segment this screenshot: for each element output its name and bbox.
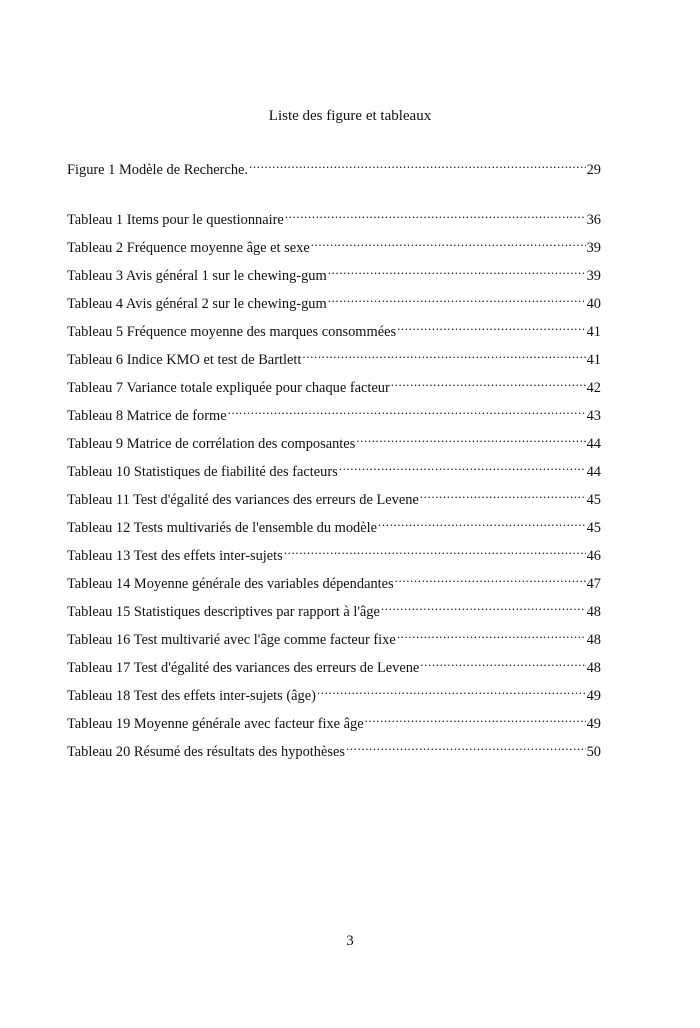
dot-leader [381,596,586,616]
dot-leader [365,708,586,728]
dot-leader [397,624,586,644]
toc-entry-label: Tableau 14 Moyenne générale des variables dépendantes [67,576,394,592]
toc-entry-page: 39 [586,268,601,284]
dot-leader [378,512,586,532]
toc-entry-table-16[interactable] [67,624,601,648]
toc-entry-label: Tableau 11 Test d'égalité des variances des erreurs de Levene [67,492,419,508]
toc-entry-table-3[interactable] [67,260,601,284]
toc-entry-label: Tableau 3 Avis général 1 sur le chewing-gum [67,268,327,284]
toc-entry-table-9[interactable] [67,428,601,452]
toc-entry-page: 48 [586,660,601,676]
dot-leader [420,652,585,672]
toc-entry-label: Tableau 6 Indice KMO et test de Bartlett [67,352,302,368]
toc-entry-page: 43 [586,408,601,424]
dot-leader [346,736,586,756]
toc-entry-label: Tableau 8 Matrice de forme [67,408,227,424]
toc-entry-table-11[interactable] [67,484,601,508]
toc-entry-figure-1[interactable] [67,154,601,178]
toc-entry-table-7[interactable] [67,372,601,396]
toc-entry-page: 42 [586,380,601,396]
toc-entry-page: 29 [586,162,601,178]
toc-entry-table-20[interactable] [67,736,601,760]
toc-entry-label: Tableau 10 Statistiques de fiabilité des facteurs [67,464,338,480]
toc-entry-label: Tableau 15 Statistiques descriptives par rapport à l'âge [67,604,380,620]
toc-entry-label: Tableau 13 Test des effets inter-sujets [67,548,283,564]
toc-entry-table-1[interactable] [67,204,601,228]
toc-entry-page: 48 [586,632,601,648]
toc-entry-page: 47 [586,576,601,592]
toc-entry-page: 41 [586,324,601,340]
dot-leader [420,484,586,504]
dot-leader [395,568,586,588]
toc-entry-label: Tableau 7 Variance totale expliquée pour chaque facteur [67,380,390,396]
page-number: 3 [346,933,354,949]
toc-entry-page: 44 [586,464,601,480]
dot-leader [285,204,586,224]
toc-entry-label: Tableau 19 Moyenne générale avec facteur fixe âge [67,716,364,732]
toc-entry-table-17[interactable] [67,652,601,676]
dot-leader [228,400,586,420]
toc-entry-page: 49 [586,716,601,732]
page-title: Liste des figure et tableaux [268,108,432,124]
dot-leader [328,288,586,308]
toc-entry-table-15[interactable] [67,596,601,620]
toc-entry-table-8[interactable] [67,400,601,424]
toc-entry-page: 41 [586,352,601,368]
toc-entry-page: 39 [586,240,601,256]
toc-entry-page: 50 [586,744,601,760]
dot-leader [284,540,586,560]
dot-leader [302,344,585,364]
toc-entry-label: Tableau 9 Matrice de corrélation des composantes [67,436,356,452]
dot-leader [391,372,586,392]
toc-entry-page: 46 [586,548,601,564]
toc-entry-label: Tableau 20 Résumé des résultats des hypothèses [67,744,345,760]
dot-leader [317,680,586,700]
toc-entry-page: 49 [586,688,601,704]
toc-entry-table-14[interactable] [67,568,601,592]
toc-entry-table-5[interactable] [67,316,601,340]
toc-entry-label: Tableau 2 Fréquence moyenne âge et sexe [67,240,310,256]
toc-entry-label: Tableau 18 Test des effets inter-sujets (âge) [67,688,316,704]
toc-entry-table-18[interactable] [67,680,601,704]
toc-entry-label: Tableau 16 Test multivarié avec l'âge comme facteur fixe [67,632,396,648]
dot-leader [328,260,586,280]
dot-leader [311,232,586,252]
toc-entry-label: Tableau 1 Items pour le questionnaire [67,212,284,228]
toc-entry-page: 45 [586,492,601,508]
toc-entry-table-19[interactable] [67,708,601,732]
toc-entry-table-10[interactable] [67,456,601,480]
toc-entry-label: Tableau 5 Fréquence moyenne des marques consommées [67,324,397,340]
dot-leader [249,154,586,174]
dot-leader [356,428,585,448]
dot-leader [339,456,586,476]
toc-entry-page: 36 [586,212,601,228]
toc-entry-table-6[interactable] [67,344,601,368]
toc-entry-page: 45 [586,520,601,536]
toc-entry-table-4[interactable] [67,288,601,312]
toc-entry-table-2[interactable] [67,232,601,256]
toc-entry-page: 44 [586,436,601,452]
toc-entry-label: Tableau 4 Avis général 2 sur le chewing-gum [67,296,327,312]
dot-leader [397,316,586,336]
toc-entry-table-12[interactable] [67,512,601,536]
toc-entry-label: Tableau 17 Test d'égalité des variances des erreurs de Levene [67,660,420,676]
toc-entry-label: Figure 1 Modèle de Recherche. [67,162,249,178]
toc-entry-table-13[interactable] [67,540,601,564]
toc-entry-page: 48 [586,604,601,620]
toc-entry-label: Tableau 12 Tests multivariés de l'ensemble du modèle [67,520,378,536]
toc-entry-page: 40 [586,296,601,312]
